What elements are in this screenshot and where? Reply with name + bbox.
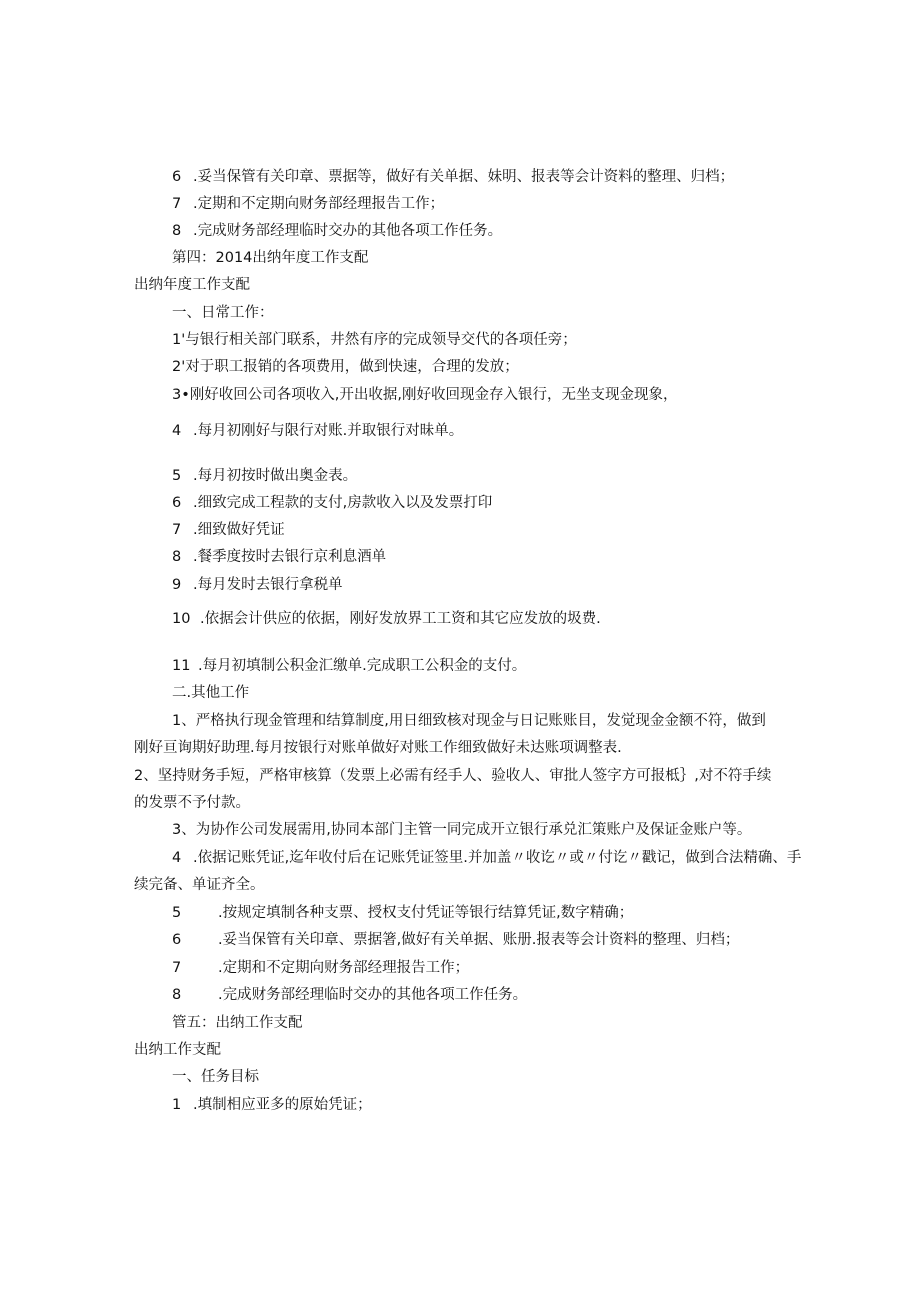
list-item: .依据会计供应的依据，刚好发放界工工资和其它应发放的圾费. <box>200 611 601 627</box>
list-item: .填制相应亚多的原始凭证； <box>193 1097 372 1113</box>
list-number: 8 <box>172 549 182 565</box>
list-item: .每月初填制公积金汇缴单.完成职工公积金的支付。 <box>198 658 527 674</box>
list-number: 8 <box>172 987 182 1003</box>
subsection-heading: 一、任务目标 <box>172 1069 259 1085</box>
list-item: .定期和不定期向财务部经理报告工作； <box>193 196 445 212</box>
list-item: .妥当保管有关印章、票据等，做好有关单据、妹明、报表等会计资料的整理、归档； <box>193 169 735 185</box>
list-item: .依据记账凭证,迄年收付后在记账凭证签里.并加盖〃收讫〃或〃付讫〃戳记，做到合法精确、手 <box>193 850 802 866</box>
list-number: 4 <box>172 423 182 439</box>
list-item: .完成财务部经理临时交办的其他各项工作任务。 <box>218 987 528 1003</box>
paragraph: 3•刚好收回公司各项收入,开出收据,刚好收回现金存入银行，无坐支现金现象， <box>172 387 678 403</box>
list-number: 4 <box>172 850 182 866</box>
list-item: .完成财务部经理临时交办的其他各项工作任务。 <box>193 223 503 239</box>
section-heading: 管五：出纳工作支配 <box>172 1015 303 1031</box>
document-title: 出纳工作支配 <box>134 1042 221 1058</box>
list-item: .按规定填制各种支票、授权支付凭证等银行结算凭证,数字精确； <box>218 905 634 921</box>
subsection-heading: 二.其他工作 <box>172 685 250 701</box>
paragraph: 1'与银行相关部门联系，井然有序的完成领导交代的各项任旁； <box>172 332 577 348</box>
list-number: 6 <box>172 932 182 948</box>
list-number: 10 <box>172 611 191 627</box>
paragraph: 的发票不予付款。 <box>134 795 250 811</box>
paragraph: 3、为协作公司发展需用,协同本部门主管一同完成开立银行承兑汇策账户及保证金账户等。 <box>172 822 752 838</box>
list-number: 11 <box>172 658 191 674</box>
list-number: 6 <box>172 495 182 511</box>
list-number: 5 <box>172 468 182 484</box>
list-item: .每月发时去银行拿税单 <box>193 577 343 593</box>
subsection-heading: 一、日常工作： <box>172 305 274 321</box>
list-number: 7 <box>172 196 182 212</box>
list-number: 1 <box>172 1097 182 1113</box>
list-number: 5 <box>172 905 182 921</box>
list-item: .餐季度按时去银行京利息酒单 <box>193 549 387 565</box>
paragraph: 续完备、单证齐全。 <box>134 877 265 893</box>
paragraph: 2、坚持财务手短，严格审核算（发票上必需有经手人、验收人、审批人签字方可报柢｝,对不符手续 <box>134 768 772 784</box>
list-item: .每月初刚好与限行对账.并取银行对昧单。 <box>193 423 464 439</box>
list-number: 7 <box>172 960 182 976</box>
list-item: .定期和不定期向财务部经理报告工作； <box>218 960 470 976</box>
paragraph: 刚好亘询期好助理.每月按银行对账单做好对账工作细致做好未达账项调整表. <box>134 740 622 756</box>
list-number: 9 <box>172 577 182 593</box>
list-number: 7 <box>172 522 182 538</box>
paragraph: 2'对于职工报销的各项费用，做到快速，合理的发放； <box>172 359 519 375</box>
list-number: 6 <box>172 169 182 185</box>
section-heading: 第四：2014出纳年度工作支配 <box>172 250 369 266</box>
list-item: .细致做好凭证 <box>193 522 285 538</box>
list-item: .细致完成工程款的支付,房款收入以及发票打印 <box>193 495 493 511</box>
document-title: 出纳年度工作支配 <box>134 277 250 293</box>
list-item: .妥当保管有关印章、票据箸,做好有关单据、账册.报表等会计资料的整理、归档； <box>218 932 740 948</box>
list-number: 8 <box>172 223 182 239</box>
list-item: .每月初按时做出奥金表。 <box>193 468 358 484</box>
paragraph: 1、严格执行现金管理和结算制度,用日细致核对现金与日记账账目，发觉现金金额不符，做到 <box>172 713 766 729</box>
